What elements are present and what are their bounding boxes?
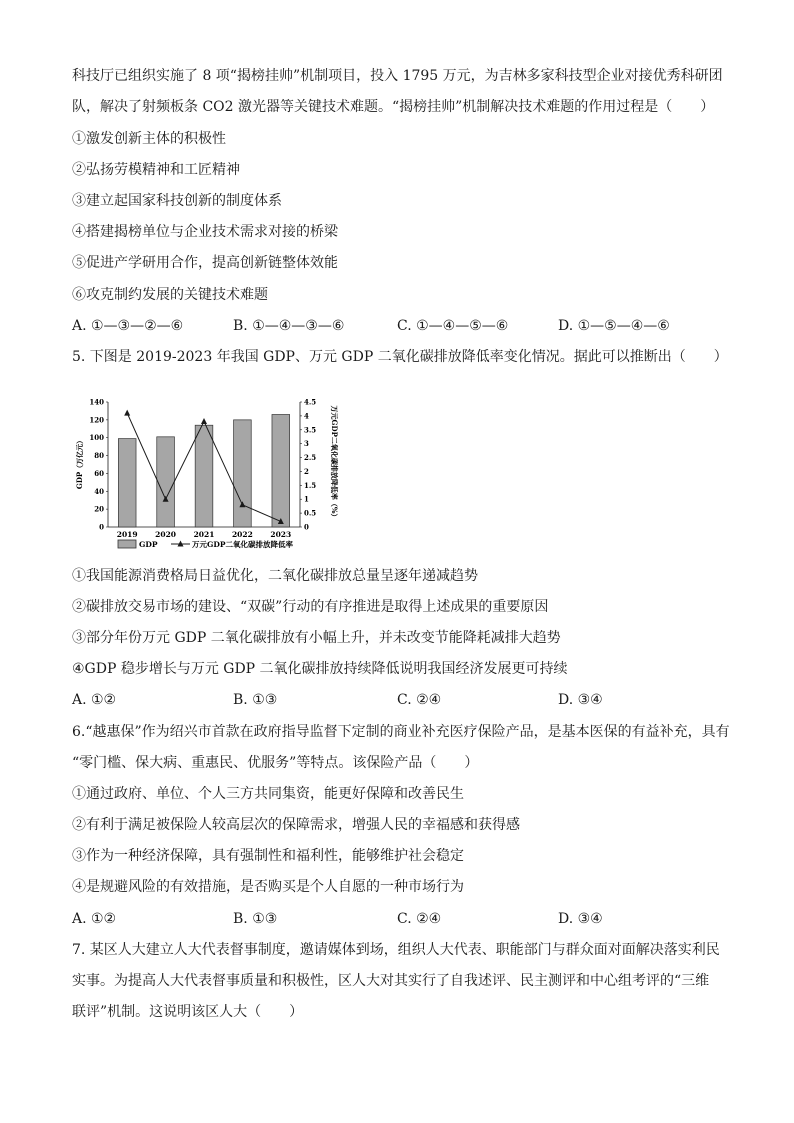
q6-item-4: ④是规避风险的有效措施，是否购买是个人自愿的一种市场行为	[72, 879, 464, 895]
right-tick-label: 0.5	[304, 508, 317, 518]
right-tick-label: 4.5	[304, 397, 317, 407]
x-tick-label: 2019	[116, 530, 138, 539]
y-axis-label-left: GDP（万亿元）	[75, 436, 84, 490]
q5-option-b[interactable]: B. ①③	[233, 692, 278, 708]
bar-series	[118, 415, 289, 528]
right-tick-label: 2	[304, 466, 309, 476]
y-axis-label-right: 万元GDP二氧化碳排放降低率（%）	[330, 405, 339, 521]
right-tick-label: 1	[304, 494, 309, 504]
reduction-rate-point	[124, 410, 130, 416]
left-tick-label: 20	[94, 504, 104, 514]
q5-item-3: ③部分年份万元 GDP 二氧化碳排放有小幅上升，并未改变节能降耗减排大趋势	[72, 630, 561, 646]
x-tick-label: 2023	[270, 530, 292, 539]
q4-item-3: ③建立起国家科技创新的制度体系	[72, 193, 282, 209]
q5-stem: 5. 下图是 2019-2023 年我国 GDP、万元 GDP 二氧化碳排放降低率变化情况。据此可以推断出（ ）	[72, 349, 728, 365]
x-axis-labels	[117, 530, 291, 539]
q4-stem-line-1: 科技厅已组织实施了 8 项“揭榜挂帅”机制项目，投入 1795 万元，为吉林多家科技型企业对接优秀科研团	[72, 68, 723, 84]
q4-stem-line-2: 队，解决了射频板条 CO2 激光器等关键技术难题。“揭榜挂帅”机制解决技术难题的作用过程是（ ）	[72, 99, 715, 115]
q4-option-d[interactable]: D. ①—⑤—④—⑥	[558, 318, 670, 334]
legend-line-label: 万元GDP二氧化碳排放降低率	[192, 540, 294, 549]
left-tick-label: 140	[89, 397, 104, 407]
q4-item-5: ⑤促进产学研用合作，提高创新链整体效能	[72, 255, 338, 271]
legend-bar-swatch	[118, 540, 136, 548]
q5-option-c[interactable]: C. ②④	[397, 692, 442, 708]
right-tick-label: 2.5	[304, 453, 317, 463]
q4-item-2: ②弘扬劳模精神和工匠精神	[72, 162, 240, 178]
q6-stem-line-1: 6.“越惠保”作为绍兴市首款在政府指导监督下定制的商业补充医疗保险产品，是基本医保的有益补充，具有	[72, 724, 730, 740]
gdp-bar	[272, 415, 290, 528]
gdp-bar	[234, 420, 252, 527]
q5-option-a[interactable]: A. ①②	[72, 692, 117, 708]
q6-option-d[interactable]: D. ③④	[558, 911, 603, 927]
legend-bar-label: GDP	[139, 540, 158, 549]
q5-chart	[74, 388, 344, 556]
q7-stem-line-3: 联评”机制。这说明该区人大（ ）	[72, 1004, 304, 1020]
legend	[118, 539, 294, 549]
q5-option-d[interactable]: D. ③④	[558, 692, 603, 708]
q6-item-2: ②有利于满足被保险人较高层次的保障需求，增强人民的幸福感和获得感	[72, 817, 520, 833]
q6-option-c[interactable]: C. ②④	[397, 911, 442, 927]
gdp-bar	[157, 437, 175, 527]
x-tick-label: 2020	[155, 530, 177, 539]
right-tick-label: 4	[304, 411, 309, 421]
q4-item-4: ④搭建揭榜单位与企业技术需求对接的桥梁	[72, 224, 338, 240]
q6-option-a[interactable]: A. ①②	[72, 911, 117, 927]
q5-item-2: ②碳排放交易市场的建设、“双碳”行动的有序推进是取得上述成果的重要原因	[72, 599, 549, 615]
right-axis	[300, 398, 316, 532]
left-tick-label: 80	[94, 451, 104, 461]
left-tick-label: 0	[99, 522, 104, 532]
q5-chart-svg	[74, 388, 344, 556]
left-tick-label: 40	[94, 486, 104, 496]
gdp-bar	[118, 439, 136, 527]
x-tick-label: 2022	[231, 530, 253, 539]
q4-option-b[interactable]: B. ①—④—③—⑥	[233, 318, 345, 334]
q7-stem-line-2: 实事。为提高人大代表督事质量和积极性，区人大对其实行了自我述评、民主测评和中心组考评的“三维	[72, 973, 710, 989]
reduction-rate-point	[201, 418, 207, 424]
q6-item-1: ①通过政府、单位、个人三方共同集资，能更好保障和改善民生	[72, 786, 464, 802]
right-tick-label: 3.5	[304, 425, 317, 435]
left-tick-label: 60	[94, 468, 104, 478]
right-tick-label: 1.5	[304, 480, 317, 490]
q6-stem-line-2: “零门槛、保大病、重惠民、优服务”等特点。该保险产品（ ）	[72, 755, 479, 771]
q6-option-b[interactable]: B. ①③	[233, 911, 278, 927]
q4-option-a[interactable]: A. ①—③—②—⑥	[72, 318, 184, 334]
x-tick-label: 2021	[193, 530, 215, 539]
left-tick-label: 100	[89, 433, 104, 443]
left-tick-label: 120	[89, 415, 104, 425]
right-tick-label: 3	[304, 439, 309, 449]
q6-item-3: ③作为一种经济保障，具有强制性和福利性，能够维护社会稳定	[72, 848, 464, 864]
right-tick-label: 0	[304, 522, 309, 532]
q5-item-1: ①我国能源消费格局日益优化，二氧化碳排放总量呈逐年递减趋势	[72, 568, 478, 584]
q5-item-4: ④GDP 稳步增长与万元 GDP 二氧化碳排放持续降低说明我国经济发展更可持续	[72, 661, 568, 677]
q4-option-c[interactable]: C. ①—④—⑤—⑥	[397, 318, 509, 334]
q7-stem-line-1: 7. 某区人大建立人大代表督事制度，邀请媒体到场，组织人大代表、职能部门与群众面对面解决落实利民	[72, 942, 720, 958]
q4-item-6: ⑥攻克制约发展的关键技术难题	[72, 287, 268, 303]
q4-item-1: ①激发创新主体的积极性	[72, 131, 226, 147]
gdp-bar	[195, 425, 213, 527]
